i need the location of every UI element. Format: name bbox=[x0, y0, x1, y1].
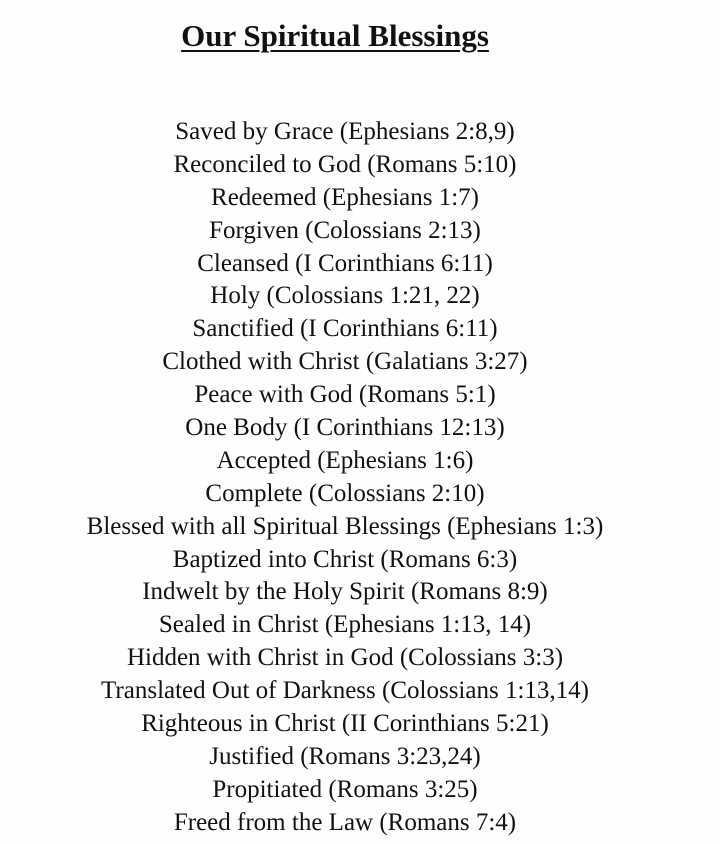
blessing-item: Freed from the Law (Romans 7:4) bbox=[173, 808, 517, 836]
blessing-item: Accepted (Ephesians 1:6) bbox=[216, 446, 474, 474]
blessing-item: Indwelt by the Holy Spirit (Romans 8:9) bbox=[142, 578, 548, 606]
blessing-item: Blessed with all Spiritual Blessings (Ephesians 1:3) bbox=[86, 512, 604, 540]
blessing-item: Forgiven (Colossians 2:13) bbox=[209, 216, 481, 244]
blessing-item: Propitiated (Romans 3:25) bbox=[212, 775, 478, 803]
blessing-item: Translated Out of Darkness (Colossians 1:13,14) bbox=[101, 677, 589, 705]
blessing-item: Righteous in Christ (II Corinthians 5:21) bbox=[141, 710, 549, 738]
blessing-item: Complete (Colossians 2:10) bbox=[205, 479, 485, 507]
blessing-item: Sealed in Christ (Ephesians 1:13, 14) bbox=[158, 611, 532, 639]
blessing-item: Cleansed (I Corinthians 6:11) bbox=[197, 249, 493, 277]
blessing-item: Reconciled to God (Romans 5:10) bbox=[173, 150, 517, 178]
blessing-item: One Body (I Corinthians 12:13) bbox=[185, 414, 505, 442]
blessing-item: Baptized into Christ (Romans 6:3) bbox=[172, 545, 518, 573]
blessing-item: Holy (Colossians 1:21, 22) bbox=[210, 282, 480, 310]
blessing-item: Sanctified (I Corinthians 6:11) bbox=[192, 315, 498, 343]
blessing-item: Justified (Romans 3:23,24) bbox=[209, 742, 481, 770]
blessing-item: Hidden with Christ in God (Colossians 3:3) bbox=[126, 644, 564, 672]
blessing-item: Redeemed (Ephesians 1:7) bbox=[211, 183, 479, 211]
blessing-item: Peace with God (Romans 5:1) bbox=[194, 381, 496, 409]
page-title: Our Spiritual Blessings bbox=[181, 18, 489, 53]
blessing-item: Saved by Grace (Ephesians 2:8,9) bbox=[175, 118, 515, 145]
blessing-item: Clothed with Christ (Galatians 3:27) bbox=[162, 348, 528, 376]
blessings-list bbox=[0, 116, 690, 840]
